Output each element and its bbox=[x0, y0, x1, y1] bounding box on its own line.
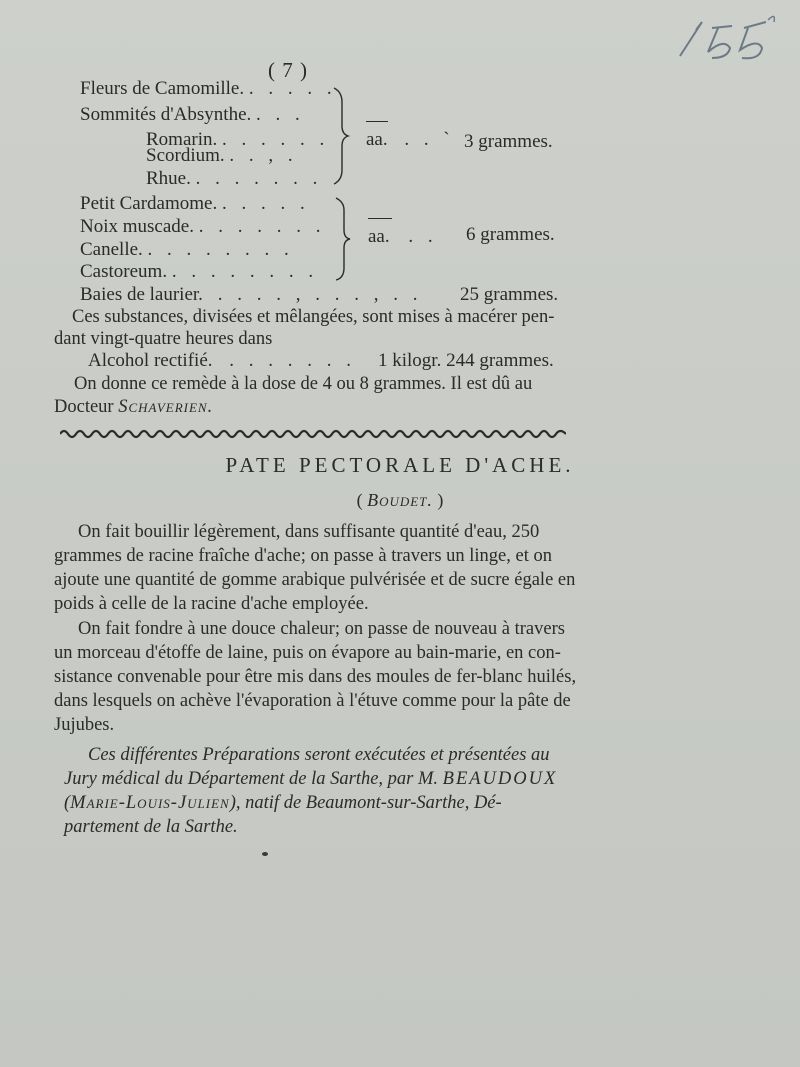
para5-line2 bbox=[64, 768, 574, 790]
ingredient-cardamome bbox=[80, 193, 310, 215]
para3-line4: poids à celle de la racine d'ache employée. bbox=[54, 594, 369, 614]
leader-dots: . . . . . . . . bbox=[171, 261, 319, 282]
ingredient-muscade bbox=[80, 216, 325, 238]
author-given-names: Marie-Louis-Julien bbox=[70, 793, 230, 813]
ingredient-canelle bbox=[80, 239, 294, 261]
ingredient-castoreum bbox=[80, 261, 318, 283]
ingredient-name: Noix muscade. bbox=[80, 216, 194, 237]
aa-label: aa. bbox=[368, 226, 390, 247]
ingredient-baies bbox=[80, 284, 422, 306]
ingredient-camomille bbox=[80, 78, 337, 100]
ingredient-name: Sommités d'Absynthe. bbox=[80, 104, 252, 125]
ingredient-name: Castoreum. bbox=[80, 261, 168, 282]
ingredient-name: Romarin. bbox=[146, 129, 218, 150]
leader-dots: . . . . . bbox=[221, 193, 310, 214]
author-name: Boudet. bbox=[367, 490, 433, 510]
doctor-name: Schaverien. bbox=[118, 397, 214, 417]
leader-dots: . . . . . . . bbox=[195, 168, 323, 189]
leader-dots: . . . . , . . . , . . bbox=[217, 284, 423, 305]
alcohol-quantity: 1 kilogr. 244 grammes. bbox=[378, 350, 554, 371]
para4-line5: Jujubes. bbox=[54, 715, 115, 735]
ingredient-name: Scordium. bbox=[146, 145, 225, 166]
ingredient-absynthe bbox=[80, 104, 305, 126]
group2-aa bbox=[368, 226, 438, 248]
brace-group-2 bbox=[330, 196, 354, 282]
para4-line4: dans lesquels on achève l'évaporation à l'étuve comme pour la pâte de bbox=[54, 691, 571, 711]
ingredient-name: Baies de laurier. bbox=[80, 284, 203, 305]
para4-line2: un morceau d'étoffe de laine, puis on évapore au bain-marie, en con- bbox=[54, 643, 561, 663]
para2-line1: On donne ce remède à la dose de 4 ou 8 grammes. Il est dû au bbox=[74, 374, 533, 394]
para5-line4: partement de la Sarthe. bbox=[64, 817, 238, 837]
ingredient-name: Canelle. bbox=[80, 239, 143, 260]
aa-bar bbox=[368, 218, 392, 219]
para3-line3: ajoute une quantité de gomme arabique pulvérisée et de sucre égale en bbox=[54, 570, 576, 590]
leader-dots: . . bbox=[408, 226, 438, 247]
ingredient-name: Fleurs de Camomille. bbox=[80, 78, 245, 99]
para3-line1: On fait bouillir légèrement, dans suffisante quantité d'eau, 250 bbox=[78, 522, 540, 542]
para1-line1: Ces substances, divisées et mêlangées, sont mises à macérer pen- bbox=[72, 307, 555, 327]
section-author: ( Boudet. ) bbox=[356, 490, 444, 510]
para5-line1: Ces différentes Préparations seront exécutées et présentées au bbox=[88, 745, 550, 765]
leader-dots: . . ` bbox=[404, 129, 455, 150]
para1-line2: dant vingt-quatre heures dans bbox=[54, 329, 273, 349]
para5-suffix: ), natif de Beaumont-sur-Sarthe, Dé- bbox=[229, 793, 502, 813]
ink-speck bbox=[262, 852, 268, 856]
ingredient-name: Alcohol rectifié. bbox=[88, 350, 213, 371]
ingredient-rhue bbox=[146, 168, 322, 190]
leader-dots: . . . . . . . bbox=[198, 216, 326, 237]
aa-bar bbox=[366, 121, 388, 122]
brace-group-1 bbox=[328, 86, 352, 186]
aa-label: aa. bbox=[366, 129, 388, 150]
handwritten-number-drawing bbox=[672, 8, 782, 68]
ingredient-name: Petit Cardamome. bbox=[80, 193, 218, 214]
page-number: ( 7 ) bbox=[268, 58, 308, 82]
leader-dots: . . . . . . bbox=[222, 129, 330, 150]
leader-dots: . . . . . . . . bbox=[147, 239, 294, 260]
leader-dots: . . . . . . . bbox=[229, 350, 357, 371]
leader-dots: . . . bbox=[256, 104, 305, 125]
para4-line3: sistance convenable pour être mis dans des moules de fer-blanc huilés, bbox=[54, 667, 577, 687]
ingredient-alcohol bbox=[88, 350, 356, 372]
section-title: PATE PECTORALE D'ACHE. bbox=[225, 453, 575, 477]
handwritten-page-number bbox=[672, 8, 782, 68]
author-surname: BEAUDOUX bbox=[442, 769, 558, 789]
group2-quantity: 6 grammes. bbox=[466, 224, 555, 245]
para4-line1: On fait fondre à une douce chaleur; on passe de nouveau à travers bbox=[78, 619, 565, 639]
para5-line3: (Marie-Louis-Julien), natif de Beaumont-sur-Sarthe, Dé- bbox=[64, 793, 502, 813]
leader-dots: . . . . . bbox=[248, 78, 337, 99]
group1-quantity: 3 grammes. bbox=[464, 131, 553, 152]
ornamental-rule bbox=[60, 428, 566, 440]
group1-aa bbox=[366, 129, 455, 151]
para2-prefix: Docteur bbox=[54, 397, 114, 417]
ingredient-name: Rhue. bbox=[146, 168, 191, 189]
para3-line2: grammes de racine fraîche d'ache; on passe à travers un linge, et on bbox=[54, 546, 552, 566]
baies-quantity: 25 grammes. bbox=[460, 284, 559, 305]
leader-dots: . . , . bbox=[229, 145, 298, 166]
ingredient-scordium bbox=[146, 145, 298, 167]
para5-prefix: Jury médical du Département de la Sarthe, par M. bbox=[64, 769, 439, 789]
para2-line2 bbox=[54, 396, 574, 418]
